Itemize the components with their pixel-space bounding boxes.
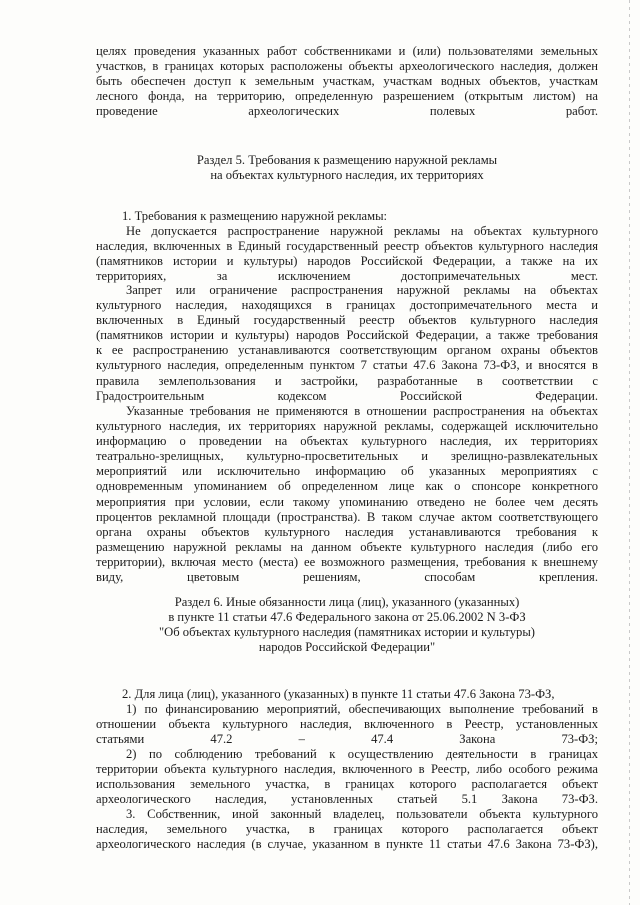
- paragraph-line: одновременным упоминанием об определенном лице как о спонсоре конкретного: [96, 479, 598, 494]
- intro-line: быть обеспечен доступ к земельным участкам, участкам водных объектов, участкам: [96, 74, 598, 89]
- paragraph-line: мероприятий или исключительно информацию об указанных мероприятиях с: [96, 464, 598, 479]
- paragraph-line: размещению наружной рекламы на данном объекте культурного наследия (либо его: [96, 539, 598, 554]
- paragraph-line: (памятников истории и культуры) народов Российской Федерации, а также на их: [96, 254, 598, 269]
- paragraph-line: наследия, включенных в Единый государственный реестр объектов культурного наследия: [96, 239, 598, 254]
- intro-paragraph: [96, 44, 598, 119]
- paragraph-line: территории), включая место (места) ее возможного размещения, требования к внешнему: [96, 554, 598, 569]
- section5-paragraph-3: [96, 404, 598, 585]
- paragraph-line: культурного наследия, находящихся в границах достопримечательного места и: [96, 298, 598, 313]
- paragraph-line: к ее распространению устанавливаются соответствующим органом охраны объектов: [96, 343, 598, 358]
- section-title-line: в пункте 11 статьи 47.6 Федерального закона от 25.06.2002 N 3-ФЗ: [168, 610, 526, 625]
- item2-heading: [96, 687, 598, 702]
- paragraph-line: культурного наследия, определенным пунктом 7 статьи 47.6 Закона 73-ФЗ, и вносятся в: [96, 358, 598, 373]
- paragraph-line: виду, цветовым решениям, способам крепления.: [96, 570, 598, 585]
- paragraph-line: археологического наследия (в случае, указанном в пункте 11 статьи 47.6 Закона 73-ФЗ),: [96, 837, 598, 852]
- paragraph-line: отношении объекта культурного наследия, включенного в Реестр, установленных: [96, 717, 598, 732]
- section6-item-3: [96, 807, 598, 852]
- section-title-line: Раздел 6. Иные обязанности лица (лиц), указанного (указанных): [174, 595, 520, 609]
- paragraph-line: Градостроительным кодексом Российской Федерации.: [96, 388, 598, 403]
- paragraph-line: 2) по соблюдению требований к осуществлению деятельности в границах: [126, 747, 598, 761]
- paragraph-line: театрально-зрелищных, культурно-просветительных и зрелищно-развлекательных: [96, 449, 598, 464]
- paragraph-line: территории объекта культурного наследия, включенного в Реестр, либо особого режима: [96, 762, 598, 777]
- intro-line: проведение археологических полевых работ.: [96, 104, 598, 119]
- paragraph-line: наследия, земельного участка, в границах которого располагается объект: [96, 822, 598, 837]
- section-title-line: на объектах культурного наследия, их территориях: [210, 168, 484, 183]
- section5-paragraph-1: [96, 224, 598, 284]
- paragraph-line: мероприятия при условии, если такому упоминанию отведено не более чем десять: [96, 494, 598, 509]
- paragraph-line: использования земельного участка, в границах которого располагается объект: [96, 777, 598, 792]
- paragraph-line: включенных в Единый государственный реестр объектов культурного наследия: [96, 313, 598, 328]
- paragraph-line: (памятников истории и культуры) народов Российской Федерации, а также требования: [96, 328, 598, 343]
- item-heading-text: 1. Требования к размещению наружной рекламы:: [122, 209, 388, 223]
- section6-title: [96, 595, 598, 655]
- paragraph-line: процентов рекламной площади (пространства). В таком случае актом соответствующего: [96, 509, 598, 524]
- paragraph-line: территориях, за исключением достопримечательных мест.: [96, 269, 598, 284]
- paragraph-line: статьями 47.2 – 47.4 Закона 73-ФЗ;: [96, 732, 598, 747]
- item-heading-text: 2. Для лица (лиц), указанного (указанных) в пункте 11 статьи 47.6 Закона 73-ФЗ,: [122, 687, 555, 701]
- paragraph-line: Запрет или ограничение распространения наружной рекламы на объектах: [126, 283, 598, 297]
- scan-edge-artifact: [629, 0, 630, 905]
- intro-line: лесного фонда, на территорию, определенную разрешением (открытым листом) на: [96, 89, 598, 104]
- intro-line: целях проведения указанных работ собственниками и (или) пользователями земельных: [96, 44, 598, 58]
- section-title-line: "Об объектах культурного наследия (памятниках истории и культуры): [159, 625, 535, 640]
- section-title-line: народов Российской Федерации": [258, 640, 436, 655]
- paragraph-line: органа охраны объектов культурного наследия устанавливаются требования к: [96, 524, 598, 539]
- section5-paragraph-2: [96, 283, 598, 404]
- paragraph-line: информацию о проведении на объектах культурного наследия, их территориях: [96, 434, 598, 449]
- section6-subitem-2: [96, 747, 598, 807]
- paragraph-line: Указанные требования не применяются в отношении распространения на объектах: [126, 404, 598, 418]
- section-title-line: Раздел 5. Требования к размещению наружной рекламы: [196, 153, 498, 167]
- paragraph-line: 1) по финансированию мероприятий, обеспечивающих выполнение требований в: [126, 702, 598, 716]
- intro-line: участков, в границах которых расположены объекты археологического наследия, должен: [96, 59, 598, 74]
- section5-title: [96, 153, 598, 183]
- section6-subitem-1: [96, 702, 598, 747]
- paragraph-line: археологического наследия, установленных статьей 5.1 Закона 73-ФЗ.: [96, 792, 598, 807]
- paragraph-line: Не допускается распространение наружной рекламы на объектах культурного: [126, 224, 598, 238]
- paragraph-line: 3. Собственник, иной законный владелец, пользователи объекта культурного: [126, 807, 598, 821]
- item1-heading: [96, 209, 598, 224]
- paragraph-line: правила землепользования и застройки, разработанные в соответствии с: [96, 373, 598, 388]
- paragraph-line: культурного наследия, их территориях наружной рекламы, содержащей исключительно: [96, 419, 598, 434]
